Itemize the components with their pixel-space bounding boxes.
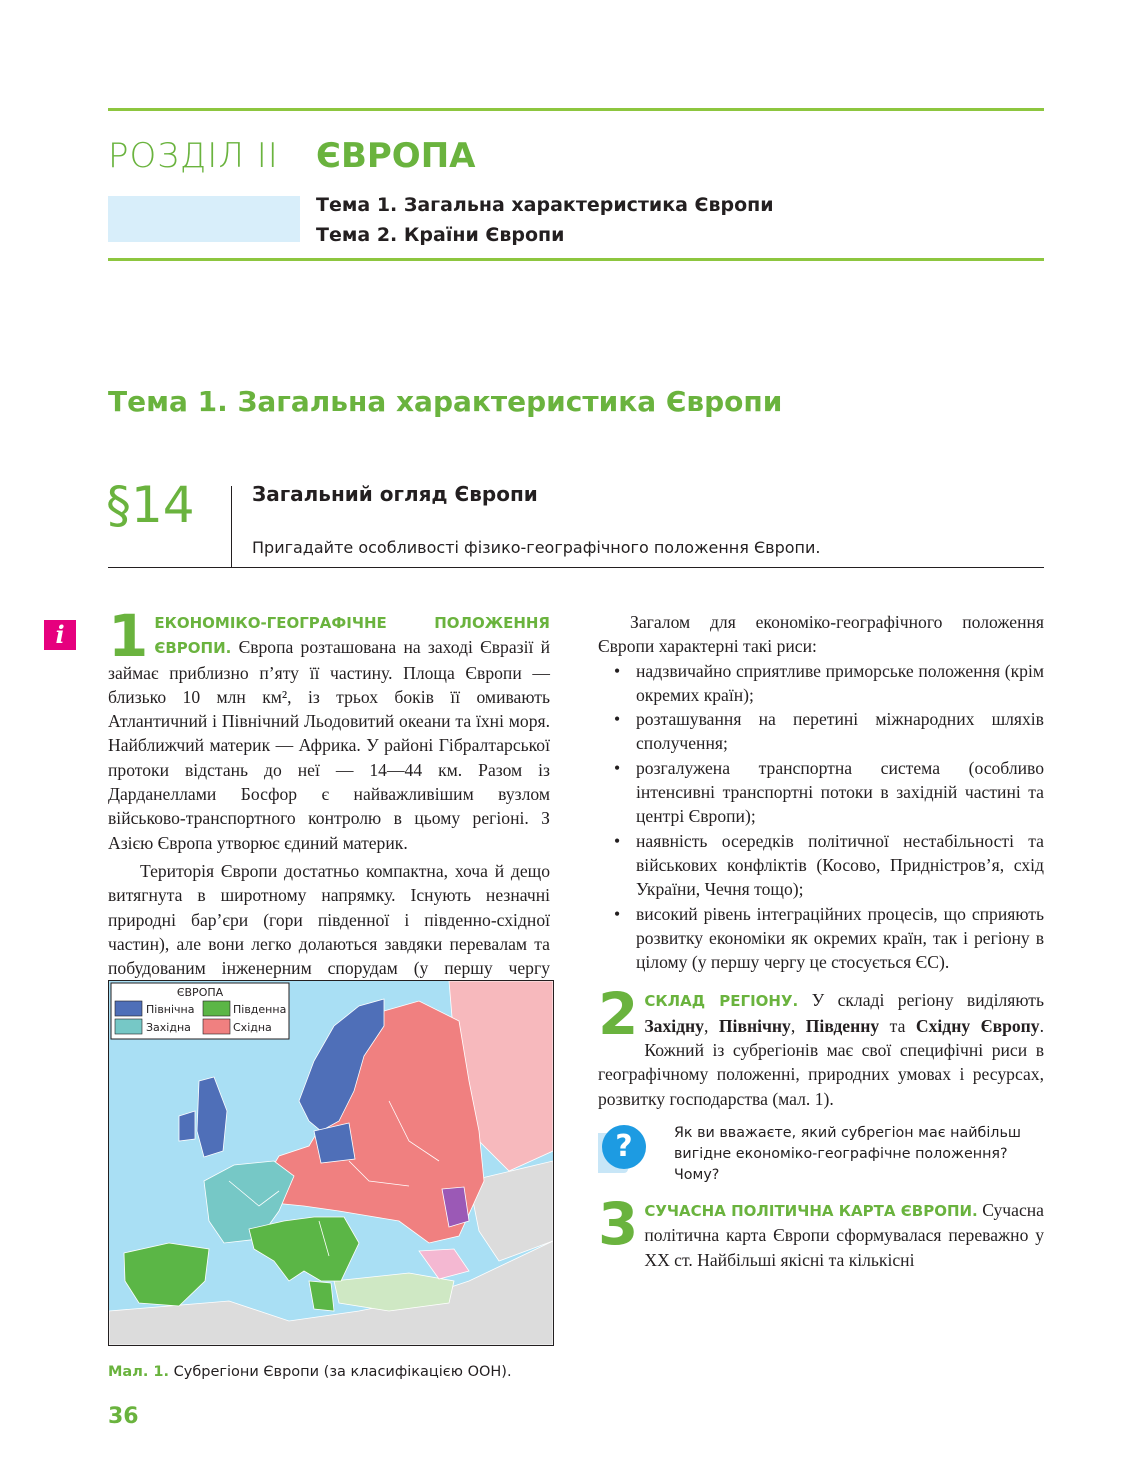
legend-swatch-north [115,1001,142,1016]
region-northern-ireland [179,1111,195,1141]
section-2-text: . Кожний із субрегіонів має свої специфічні риси в географічному положенні, природних умовах і ресурсах, розвитку господарства (мал. 1). [598,1015,1044,1109]
list-item: • розташування на перетині міжнародних шляхів сполучення; [598,707,1044,756]
section-3-heading: СУЧАСНА ПОЛІТИЧНА КАРТА ЄВРОПИ. [644,1201,978,1220]
map-svg [109,981,553,1345]
list-item: • надзвичайно сприятливе приморське положення (крім окремих країн); [598,659,1044,708]
section-1-paragraph [108,602,550,855]
legend-swatch-south [203,1001,230,1016]
section-3-text: Сучасна політична карта Європи сформувалася переважно у ХХ ст. Найбільші якісні та кількісні [644,1199,1044,1270]
map-legend-title: ЄВРОПА [176,986,224,999]
section-3-paragraph [598,1189,1044,1272]
section-title: ЄВРОПА [316,136,476,176]
topic-heading: Тема 1. Загальна характеристика Європи [108,385,783,418]
section-1-heading: ЕКОНОМІКО-ГЕОГРАФІЧНЕ ПОЛОЖЕННЯ ЄВРОПИ. [154,614,550,658]
figure-caption-text: Субрегіони Європи (за класифікацією ООН). [169,1364,512,1380]
info-icon: i [44,620,76,650]
topic-line-2: Тема 2. Країни Європи [316,224,565,246]
legend-label-west: Західна [146,1021,191,1034]
legend-label-east: Східна [233,1021,272,1034]
legend-label-north: Північна [146,1003,195,1016]
section-2-text: та [879,1015,916,1036]
section-2-bold-east: Східну Європу [915,1015,1040,1036]
legend-label-south: Південна [233,1003,287,1016]
section-2-heading: СКЛАД РЕГІОНУ. [644,992,799,1011]
top-rule [108,108,1044,111]
section-1-paragraph-3 [598,610,1044,659]
paragraph-title: Загальний огляд Європи [252,482,538,506]
section-2-text: , [703,1015,719,1036]
figure-caption-label: Мал. 1. [108,1364,169,1380]
section-1-paragraph-2-text: Територія Європи достатньо компактна, хоча й дещо витягнута в широтному напрямку. Існують незначні природні бар’єри (гори південної і південно-східної частин), але вони легко долаються завдяки перевалам та побудованим інженерним спорудам (у першу чергу [108,860,550,979]
section-2-bold-west: Західну [644,1015,704,1036]
section-2-bold-south: Південну [805,1015,880,1036]
legend-swatch-east [203,1019,230,1034]
left-column [108,602,550,1005]
section-3-number: 3 [598,1189,639,1258]
section-2-text: У складі регіону виділяють [798,990,1044,1011]
section-label: РОЗДІЛ II [108,136,279,176]
section-1-text: Європа розташована на заході Євразії й займає приблизно п’яту її частину. Площа Європи — близько 10 млн км², із трьох боків її омивають Атлантичний і Північний Льодовитий океани та їхні моря. Найближчий материк — Африка. У районі Гібралтарської протоки відстань до неї — 14—44 км. Разом із Дарданеллами Босфор є найважливішим вузлом військово-транспортного контролю в цьому регіоні. З Азією Європа утворює єдиний материк. [108,637,550,853]
features-list [598,659,1044,975]
right-column-flow [598,610,1044,1272]
section-1-number: 1 [108,602,149,670]
section-2-paragraph [598,980,1044,1110]
paragraph-divider-horizontal [108,567,1044,568]
europe-subregions-map [108,980,554,1346]
section-2-bold-north: Північну [718,1015,791,1036]
paragraph-prompt: Пригадайте особливості фізико-географічного положення Європи. [252,538,821,557]
list-item: • розгалужена транспортна система (особливо інтенсивні транспортні потоки в західній частині та центрі Європи); [598,756,1044,829]
question-text: Як ви вважаєте, який субрегіон має найбільш вигідне економіко-географічне положення? Чому? [674,1124,1021,1183]
section-2-text: , [790,1015,806,1036]
right-column [598,610,1044,1370]
paragraph-divider-vertical [231,486,232,568]
section-1-paragraph-3-text: Загалом для економіко-географічного положення Європи характерні такі риси: [598,612,1044,657]
topic-line-1: Тема 1. Загальна характеристика Європи [316,194,774,216]
section-2-number: 2 [598,980,639,1049]
list-item: • високий рівень інтеграційних процесів, що сприяють розвитку економіки як окремих країн, так і регіону в цілому (у першу чергу це стосується ЄС). [598,902,1044,975]
list-item: • наявність осередків політичної нестабільності та військових конфліктів (Косово, Придністров’я, схід України, Чечня тощо); [598,829,1044,902]
header-bottom-rule [108,258,1044,261]
legend-swatch-west [115,1019,142,1034]
question-box [598,1123,1044,1186]
figure-caption [108,1364,512,1380]
page-number: 36 [108,1404,139,1429]
paragraph-number: §14 [106,476,195,534]
question-icon: ? [602,1125,646,1169]
decorative-blue-box [108,196,300,242]
